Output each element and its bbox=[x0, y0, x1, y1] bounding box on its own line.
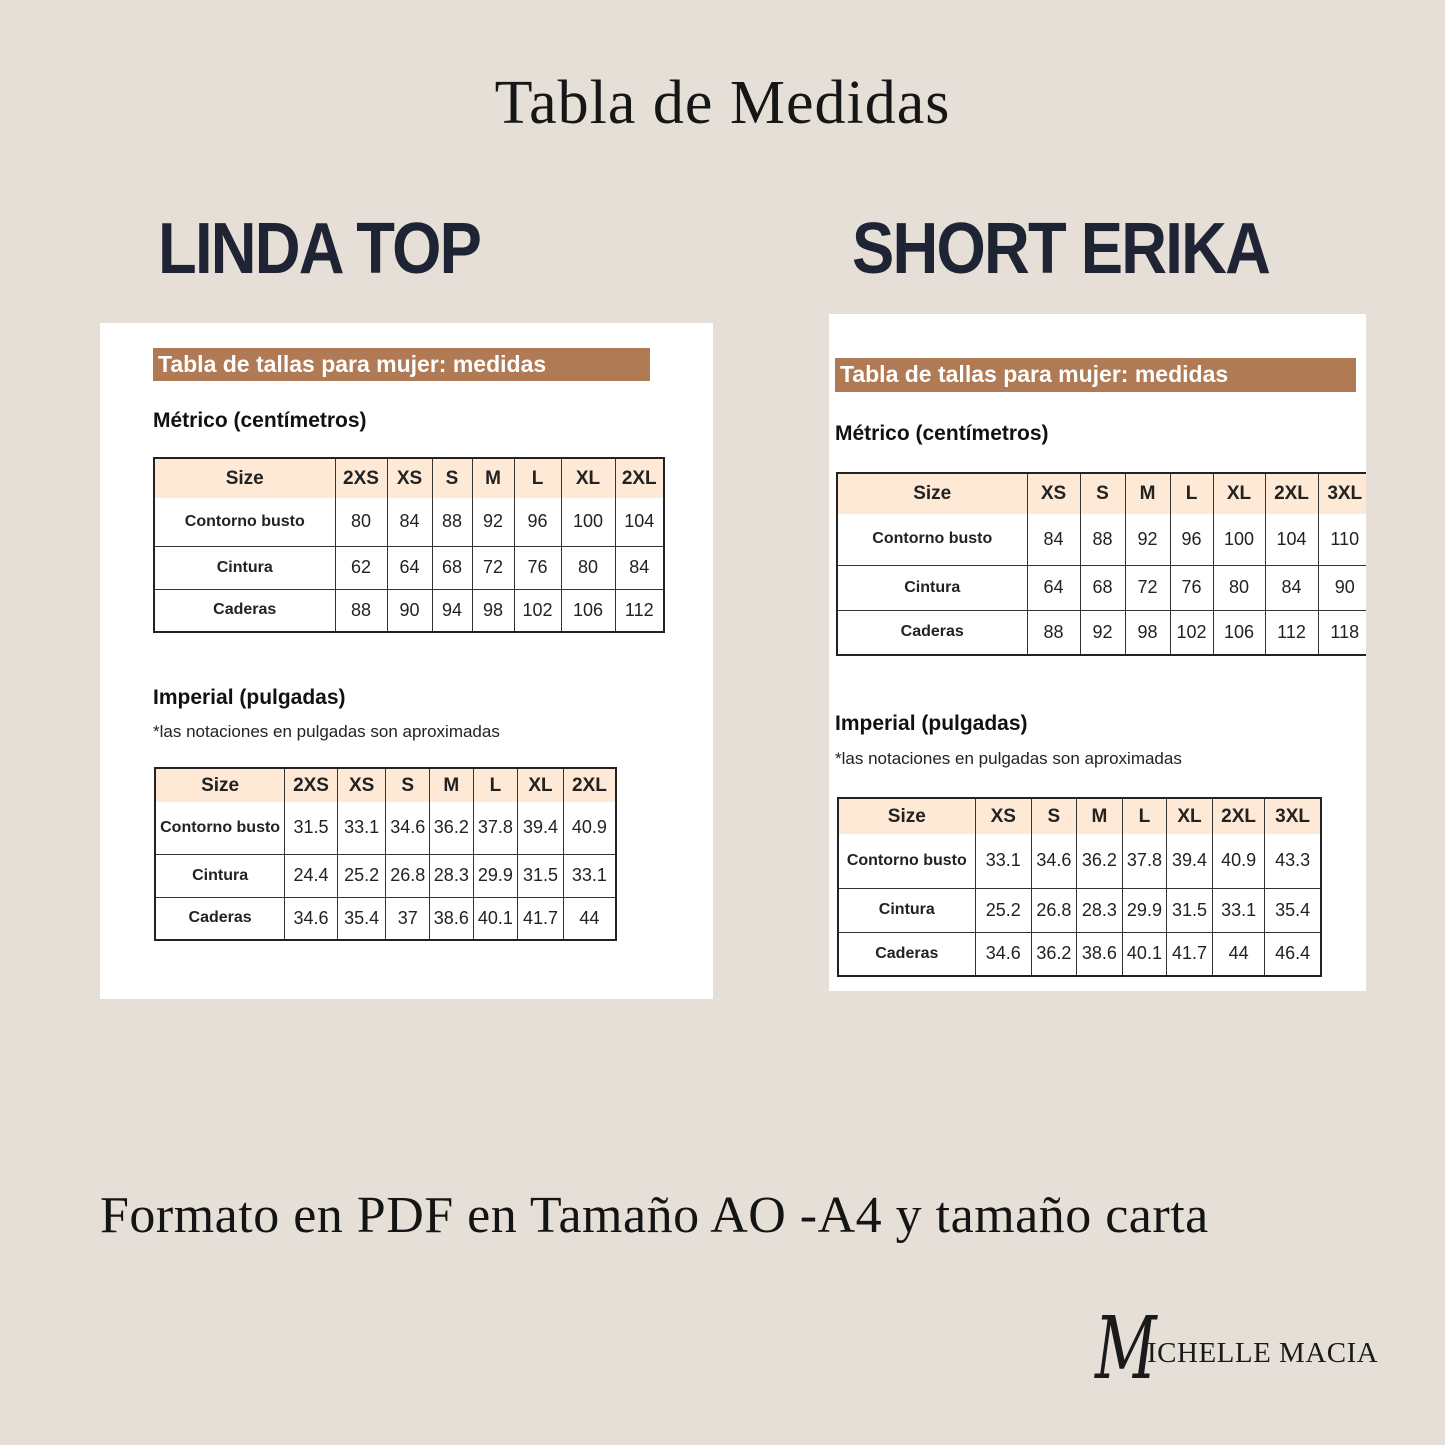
size-header-cell: S bbox=[386, 768, 430, 802]
row-label: Contorno busto bbox=[838, 834, 975, 888]
value-cell: 118 bbox=[1318, 610, 1366, 655]
value-cell: 76 bbox=[514, 546, 561, 589]
table-row bbox=[155, 802, 616, 854]
row-label: Cintura bbox=[838, 888, 975, 932]
value-cell: 39.4 bbox=[1166, 834, 1212, 888]
imperial-heading: Imperial (pulgadas) bbox=[835, 712, 1028, 735]
table-row bbox=[154, 498, 664, 546]
size-header-cell: L bbox=[1170, 473, 1213, 514]
value-cell: 72 bbox=[1125, 565, 1170, 610]
size-header-cell: 3XL bbox=[1318, 473, 1366, 514]
row-label: Contorno busto bbox=[155, 802, 285, 854]
value-cell: 31.5 bbox=[1166, 888, 1212, 932]
row-label: Contorno busto bbox=[154, 498, 335, 546]
value-cell: 96 bbox=[1170, 514, 1213, 565]
value-cell: 41.7 bbox=[518, 897, 564, 940]
size-header-cell: S bbox=[432, 458, 472, 498]
value-cell: 46.4 bbox=[1265, 932, 1321, 976]
value-cell: 36.2 bbox=[1031, 932, 1076, 976]
value-cell: 112 bbox=[1265, 610, 1318, 655]
size-header-cell: XL bbox=[1166, 798, 1212, 834]
value-cell: 33.1 bbox=[975, 834, 1031, 888]
value-cell: 64 bbox=[387, 546, 432, 589]
size-header-cell: L bbox=[473, 768, 518, 802]
size-header-cell: L bbox=[1122, 798, 1166, 834]
value-cell: 88 bbox=[335, 589, 387, 632]
value-cell: 40.1 bbox=[473, 897, 518, 940]
value-cell: 39.4 bbox=[518, 802, 564, 854]
value-cell: 40.1 bbox=[1122, 932, 1166, 976]
size-chart-banner: Tabla de tallas para mujer: medidas bbox=[835, 358, 1356, 392]
imperial-note: *las notaciones en pulgadas son aproximadas bbox=[835, 749, 1182, 768]
value-cell: 88 bbox=[1027, 610, 1080, 655]
size-header-cell: 3XL bbox=[1265, 798, 1321, 834]
size-chart-banner: Tabla de tallas para mujer: medidas bbox=[153, 348, 650, 381]
size-header-label: Size bbox=[155, 768, 285, 802]
value-cell: 96 bbox=[514, 498, 561, 546]
row-label: Cintura bbox=[155, 854, 285, 897]
row-label: Caderas bbox=[838, 932, 975, 976]
value-cell: 36.2 bbox=[430, 802, 474, 854]
size-header-cell: M bbox=[430, 768, 474, 802]
value-cell: 100 bbox=[561, 498, 615, 546]
table-row bbox=[838, 888, 1321, 932]
value-cell: 35.4 bbox=[1265, 888, 1321, 932]
size-header-cell: XS bbox=[337, 768, 386, 802]
value-cell: 112 bbox=[615, 589, 664, 632]
page-title: Tabla de Medidas bbox=[494, 69, 951, 137]
value-cell: 33.1 bbox=[563, 854, 616, 897]
value-cell: 35.4 bbox=[337, 897, 386, 940]
size-header-label: Size bbox=[837, 473, 1027, 514]
value-cell: 106 bbox=[1213, 610, 1265, 655]
metric-size-table bbox=[836, 472, 1366, 656]
table-row bbox=[155, 897, 616, 940]
value-cell: 34.6 bbox=[386, 802, 430, 854]
value-cell: 68 bbox=[432, 546, 472, 589]
value-cell: 38.6 bbox=[1076, 932, 1122, 976]
value-cell: 90 bbox=[1318, 565, 1366, 610]
size-header-cell: S bbox=[1080, 473, 1125, 514]
value-cell: 64 bbox=[1027, 565, 1080, 610]
value-cell: 102 bbox=[1170, 610, 1213, 655]
value-cell: 44 bbox=[1213, 932, 1265, 976]
size-header-cell: 2XL bbox=[1265, 473, 1318, 514]
row-label: Caderas bbox=[154, 589, 335, 632]
value-cell: 37 bbox=[386, 897, 430, 940]
imperial-note: *las notaciones en pulgadas son aproximadas bbox=[153, 722, 500, 741]
size-header-cell: 2XL bbox=[563, 768, 616, 802]
value-cell: 62 bbox=[335, 546, 387, 589]
size-header-cell: 2XL bbox=[1213, 798, 1265, 834]
value-cell: 98 bbox=[1125, 610, 1170, 655]
value-cell: 92 bbox=[472, 498, 514, 546]
value-cell: 25.2 bbox=[975, 888, 1031, 932]
size-header-cell: L bbox=[514, 458, 561, 498]
value-cell: 76 bbox=[1170, 565, 1213, 610]
size-header-label: Size bbox=[154, 458, 335, 498]
value-cell: 26.8 bbox=[1031, 888, 1076, 932]
value-cell: 84 bbox=[615, 546, 664, 589]
value-cell: 36.2 bbox=[1076, 834, 1122, 888]
table-row bbox=[837, 610, 1366, 655]
value-cell: 98 bbox=[472, 589, 514, 632]
size-header-cell: M bbox=[1076, 798, 1122, 834]
value-cell: 88 bbox=[1080, 514, 1125, 565]
metric-heading: Métrico (centímetros) bbox=[153, 409, 367, 432]
value-cell: 110 bbox=[1318, 514, 1366, 565]
row-label: Caderas bbox=[155, 897, 285, 940]
metric-size-table bbox=[153, 457, 665, 633]
value-cell: 43.3 bbox=[1265, 834, 1321, 888]
brand-logo bbox=[1095, 1299, 1415, 1399]
size-header-cell: M bbox=[1125, 473, 1170, 514]
value-cell: 88 bbox=[432, 498, 472, 546]
brand-logo-initial: M bbox=[1095, 1299, 1157, 1399]
size-header-cell: M bbox=[472, 458, 514, 498]
value-cell: 84 bbox=[1027, 514, 1080, 565]
value-cell: 37.8 bbox=[1122, 834, 1166, 888]
row-label: Cintura bbox=[837, 565, 1027, 610]
size-header-cell: 2XS bbox=[285, 768, 338, 802]
value-cell: 41.7 bbox=[1166, 932, 1212, 976]
value-cell: 106 bbox=[561, 589, 615, 632]
value-cell: 90 bbox=[387, 589, 432, 632]
size-header-cell: XS bbox=[975, 798, 1031, 834]
value-cell: 31.5 bbox=[285, 802, 338, 854]
value-cell: 26.8 bbox=[386, 854, 430, 897]
table-row bbox=[838, 932, 1321, 976]
value-cell: 29.9 bbox=[473, 854, 518, 897]
size-header-cell: XL bbox=[561, 458, 615, 498]
value-cell: 38.6 bbox=[430, 897, 474, 940]
value-cell: 34.6 bbox=[975, 932, 1031, 976]
value-cell: 100 bbox=[1213, 514, 1265, 565]
value-cell: 84 bbox=[1265, 565, 1318, 610]
value-cell: 44 bbox=[563, 897, 616, 940]
imperial-size-table bbox=[837, 797, 1322, 977]
table-row bbox=[155, 854, 616, 897]
size-header-cell: XS bbox=[1027, 473, 1080, 514]
size-chart-card-linda-top bbox=[100, 323, 713, 999]
value-cell: 34.6 bbox=[1031, 834, 1076, 888]
value-cell: 104 bbox=[615, 498, 664, 546]
table-row bbox=[154, 546, 664, 589]
value-cell: 104 bbox=[1265, 514, 1318, 565]
brand-logo-text: ICHELLE MACIA bbox=[1147, 1337, 1379, 1369]
value-cell: 80 bbox=[335, 498, 387, 546]
size-header-cell: XS bbox=[387, 458, 432, 498]
value-cell: 31.5 bbox=[518, 854, 564, 897]
imperial-size-table bbox=[154, 767, 617, 941]
value-cell: 84 bbox=[387, 498, 432, 546]
row-label: Contorno busto bbox=[837, 514, 1027, 565]
value-cell: 28.3 bbox=[430, 854, 474, 897]
value-cell: 80 bbox=[1213, 565, 1265, 610]
row-label: Cintura bbox=[154, 546, 335, 589]
value-cell: 33.1 bbox=[1213, 888, 1265, 932]
value-cell: 92 bbox=[1080, 610, 1125, 655]
metric-heading: Métrico (centímetros) bbox=[835, 422, 1049, 445]
value-cell: 72 bbox=[472, 546, 514, 589]
row-label: Caderas bbox=[837, 610, 1027, 655]
value-cell: 28.3 bbox=[1076, 888, 1122, 932]
format-footer-text: Formato en PDF en Tamaño AO -A4 y tamaño carta bbox=[100, 1187, 1209, 1244]
size-header-label: Size bbox=[838, 798, 975, 834]
table-row bbox=[837, 514, 1366, 565]
value-cell: 24.4 bbox=[285, 854, 338, 897]
value-cell: 94 bbox=[432, 589, 472, 632]
size-header-cell: 2XL bbox=[615, 458, 664, 498]
value-cell: 34.6 bbox=[285, 897, 338, 940]
size-header-cell: XL bbox=[518, 768, 564, 802]
value-cell: 80 bbox=[561, 546, 615, 589]
size-header-cell: XL bbox=[1213, 473, 1265, 514]
value-cell: 33.1 bbox=[337, 802, 386, 854]
value-cell: 37.8 bbox=[473, 802, 518, 854]
imperial-heading: Imperial (pulgadas) bbox=[153, 686, 346, 709]
value-cell: 25.2 bbox=[337, 854, 386, 897]
value-cell: 92 bbox=[1125, 514, 1170, 565]
size-header-cell: 2XS bbox=[335, 458, 387, 498]
table-row bbox=[837, 565, 1366, 610]
table-row bbox=[154, 589, 664, 632]
size-chart-card-short-erika bbox=[829, 314, 1366, 991]
value-cell: 40.9 bbox=[1213, 834, 1265, 888]
value-cell: 68 bbox=[1080, 565, 1125, 610]
product-title-short-erika: SHORT ERIKA bbox=[852, 209, 1270, 289]
table-row bbox=[838, 834, 1321, 888]
value-cell: 102 bbox=[514, 589, 561, 632]
value-cell: 40.9 bbox=[563, 802, 616, 854]
size-header-cell: S bbox=[1031, 798, 1076, 834]
value-cell: 29.9 bbox=[1122, 888, 1166, 932]
product-title-linda-top: LINDA TOP bbox=[158, 209, 481, 289]
